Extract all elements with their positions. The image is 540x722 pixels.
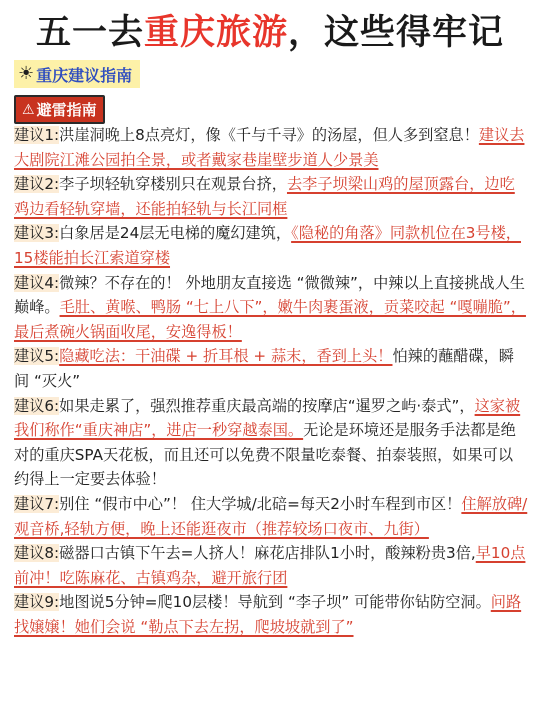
tips-list	[14, 123, 528, 639]
tip-text: 地图说5分钟=爬10层楼！导航到 “李子坝” 可能带你钻防空洞。	[59, 593, 491, 612]
list-item	[14, 123, 528, 172]
tip-label: 建议7:	[14, 494, 60, 513]
tip-label: 建议6:	[14, 396, 60, 415]
tip-label: 建议1:	[14, 126, 60, 144]
tip-text: 如果走累了，强烈推荐重庆最高端的按摩店“暹罗之屿·泰式”，	[59, 396, 475, 415]
tip-highlight: 早10点前冲！吃陈麻花、古镇鸡杂，避开旅行团	[14, 544, 526, 587]
tip-label: 建议4:	[14, 273, 60, 292]
tip-text: 白象居是24层无电梯的魔幻建筑，	[59, 224, 292, 243]
list-item	[14, 271, 528, 345]
tip-highlight: 住解放碑/观音桥,轻轨方便，晚上还能逛夜市（推荐较场口夜市、九街）	[14, 494, 528, 538]
tip-text: 磁器口古镇下午去=人挤人！麻花店排队1小时，酸辣粉贵3倍,	[59, 544, 476, 563]
title-prefix: 五一去	[35, 13, 144, 53]
tip-highlight: 建议去大剧院江滩公园拍全景，或者戴家巷崖壁步道人少景美	[14, 126, 525, 169]
tip-highlight: 《隐秘的角落》同款机位在3号楼，15楼能拍长江索道穿楼	[14, 224, 521, 267]
page-title	[0, 8, 540, 58]
list-item	[14, 172, 528, 221]
tip-text: 微辣？不存在的！ 外地朋友直接选 “微微辣”，中辣以上直接挑战人生巅峰。	[14, 273, 525, 317]
list-item	[14, 221, 528, 270]
tip-text: 洪崖洞晚上8点亮灯，像《千与千寻》的汤屋，但人多到窒息！	[59, 126, 479, 144]
tip-label: 建议2:	[14, 175, 60, 194]
tip-text: 别住 “假市中心”！ 住大学城/北碚=每天2小时车程到市区！	[59, 494, 462, 513]
tip-highlight: 隐藏吃法：干油碟 + 折耳根 + 蒜末，香到上头！	[59, 347, 393, 366]
section-badge	[14, 95, 105, 124]
tip-highlight: 这家被我们称作“重庆神店”，进店一秒穿越泰国。	[14, 396, 521, 440]
list-item	[14, 492, 528, 541]
list-item	[14, 344, 528, 393]
tip-text: 李子坝轻轨穿楼别只在观景台挤，	[59, 175, 287, 194]
tip-after: 怕辣的蘸醋碟，瞬间 “灭火”	[14, 347, 514, 390]
warning-icon: ⚠	[22, 101, 35, 118]
badge-label: 避雷指南	[36, 101, 97, 119]
tip-highlight: 问路找嬢嬢！她们会说 “勒点下去左拐，爬坡坡就到了”	[14, 593, 522, 636]
subtitle-banner	[14, 60, 140, 88]
tip-highlight: 去李子坝梁山鸡的屋顶露台，边吃鸡边看轻轨穿墙，还能拍轻轨与长江同框	[14, 175, 515, 218]
list-item	[14, 590, 528, 639]
tip-label: 建议3:	[14, 224, 60, 243]
title-highlight: 重庆旅游	[143, 13, 288, 53]
list-item	[14, 394, 528, 492]
tip-highlight: 毛肚、黄喉、鸭肠 “七上八下”，嫩牛肉裹蛋液，贡菜咬起 “嘎嘣脆”，最后煮碗火锅面收尾，安逸得板！	[14, 298, 526, 341]
tip-label: 建议8:	[14, 544, 60, 563]
tip-label: 建议5:	[14, 347, 60, 366]
list-item	[14, 541, 528, 590]
sun-icon: ☀	[18, 63, 35, 84]
title-suffix: ，这些得牢记	[288, 13, 505, 53]
tip-label: 建议9:	[14, 593, 60, 612]
tip-after: 无论是环境还是服务手法都是绝对的重庆SPA天花板，而且还可以免费不限量吃泰餐、拍泰装照，如果可以约得上一定要去体验！	[14, 421, 516, 489]
subtitle: 重庆建议指南	[36, 65, 133, 85]
